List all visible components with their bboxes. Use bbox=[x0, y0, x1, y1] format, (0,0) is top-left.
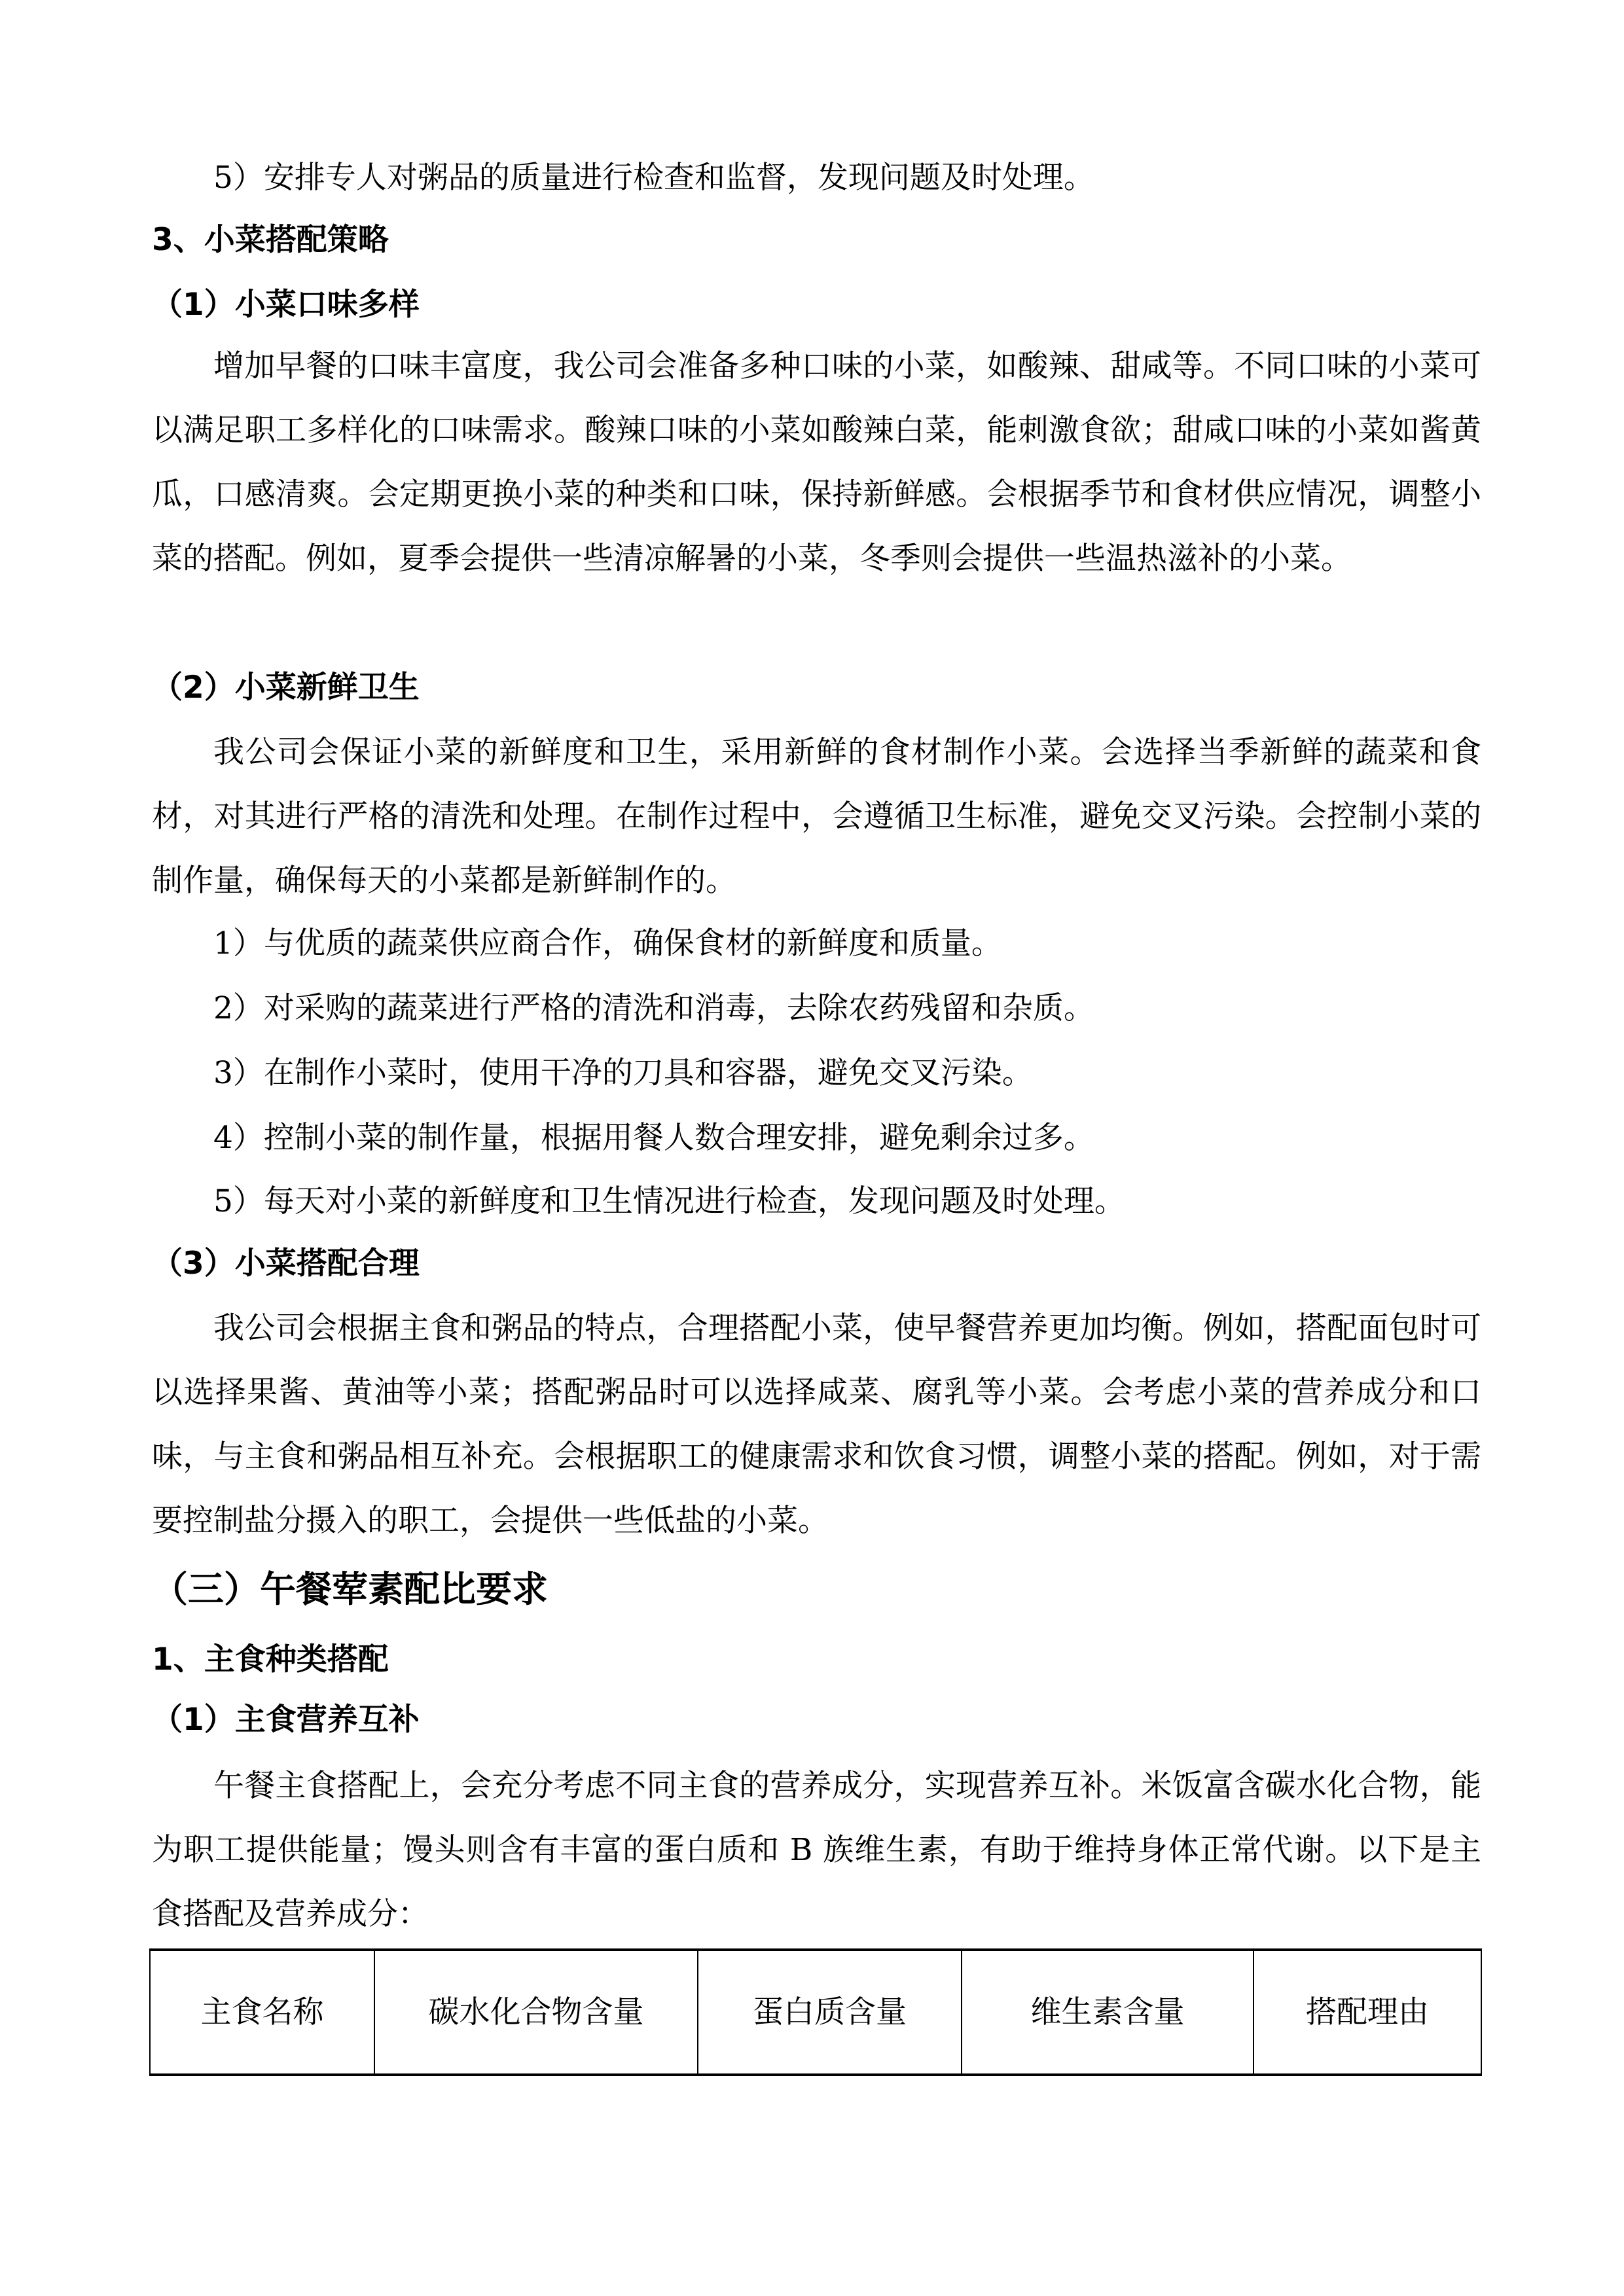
section-heading-side-dish: 3、小菜搭配策略 bbox=[152, 222, 389, 258]
fresh-item: 5）每天对小菜的新鲜度和卫生情况进行检查，发现问题及时处理。 bbox=[213, 1183, 1125, 1219]
paragraph-fresh: 我公司会保证小菜的新鲜度和卫生，采用新鲜的食材制作小菜。会选择当季新鲜的蔬菜和食材，对其进行严格的清洗和处理。在制作过程中，会遵循卫生标准，避免交叉污染。会控制小菜的制作量，确保每天的小菜都是新鲜制作的。 bbox=[152, 734, 1481, 899]
subheading-fresh: （2）小菜新鲜卫生 bbox=[152, 670, 420, 706]
fresh-item: 2）对采购的蔬菜进行严格的清洗和消毒，去除农药残留和杂质。 bbox=[213, 990, 1094, 1026]
paragraph-nutrition: 午餐主食搭配上，会充分考虑不同主食的营养成分，实现营养互补。米饭富含碳水化合物，能为职工提供能量；馒头则含有丰富的蛋白质和 B 族维生素，有助于维持身体正常代谢。以下是主食搭配及营养成分： bbox=[152, 1768, 1481, 1932]
fresh-item: 4）控制小菜的制作量，根据用餐人数合理安排，避免剩余过多。 bbox=[213, 1120, 1094, 1156]
section-heading-lunch: （三）午餐荤素配比要求 bbox=[152, 1568, 549, 1610]
paragraph-match: 我公司会根据主食和粥品的特点，合理搭配小菜，使早餐营养更加均衡。例如，搭配面包时可以选择果酱、黄油等小菜；搭配粥品时可以选择咸菜、腐乳等小菜。会考虑小菜的营养成分和口味，与主食和粥品相互补充。会根据职工的健康需求和饮食习惯，调整小菜的搭配。例如，对于需要控制盐分摄入的职工，会提供一些低盐的小菜。 bbox=[152, 1310, 1481, 1539]
header-reason: 搭配理由 bbox=[1254, 1950, 1481, 2075]
subheading-nutrition: （1）主食营养互补 bbox=[152, 1702, 420, 1738]
header-protein: 蛋白质含量 bbox=[698, 1950, 962, 2075]
paragraph-taste: 增加早餐的口味丰富度，我公司会准备多种口味的小菜，如酸辣、甜咸等。不同口味的小菜可以满足职工多样化的口味需求。酸辣口味的小菜如酸辣白菜，能刺激食欲；甜咸口味的小菜如酱黄瓜，口感清爽。会定期更换小菜的种类和口味，保持新鲜感。会根据季节和食材供应情况，调整小菜的搭配。例如，夏季会提供一些清凉解暑的小菜，冬季则会提供一些温热滋补的小菜。 bbox=[152, 348, 1481, 577]
table-header-row bbox=[150, 1950, 1481, 2075]
subheading-taste: （1）小菜口味多样 bbox=[152, 287, 420, 323]
header-staple-name: 主食名称 bbox=[150, 1950, 374, 2075]
porridge-item-5: 5）安排专人对粥品的质量进行检查和监督，发现问题及时处理。 bbox=[213, 160, 1094, 196]
fresh-item: 1）与优质的蔬菜供应商合作，确保食材的新鲜度和质量。 bbox=[213, 925, 1002, 961]
heading-staple: 1、主食种类搭配 bbox=[152, 1641, 389, 1677]
subheading-match: （3）小菜搭配合理 bbox=[152, 1246, 420, 1282]
fresh-item: 3）在制作小菜时，使用干净的刀具和容器，避免交叉污染。 bbox=[213, 1055, 1033, 1091]
staple-nutrition-table bbox=[149, 1948, 1482, 2076]
header-vitamin: 维生素含量 bbox=[962, 1950, 1254, 2075]
header-carbohydrate: 碳水化合物含量 bbox=[374, 1950, 698, 2075]
